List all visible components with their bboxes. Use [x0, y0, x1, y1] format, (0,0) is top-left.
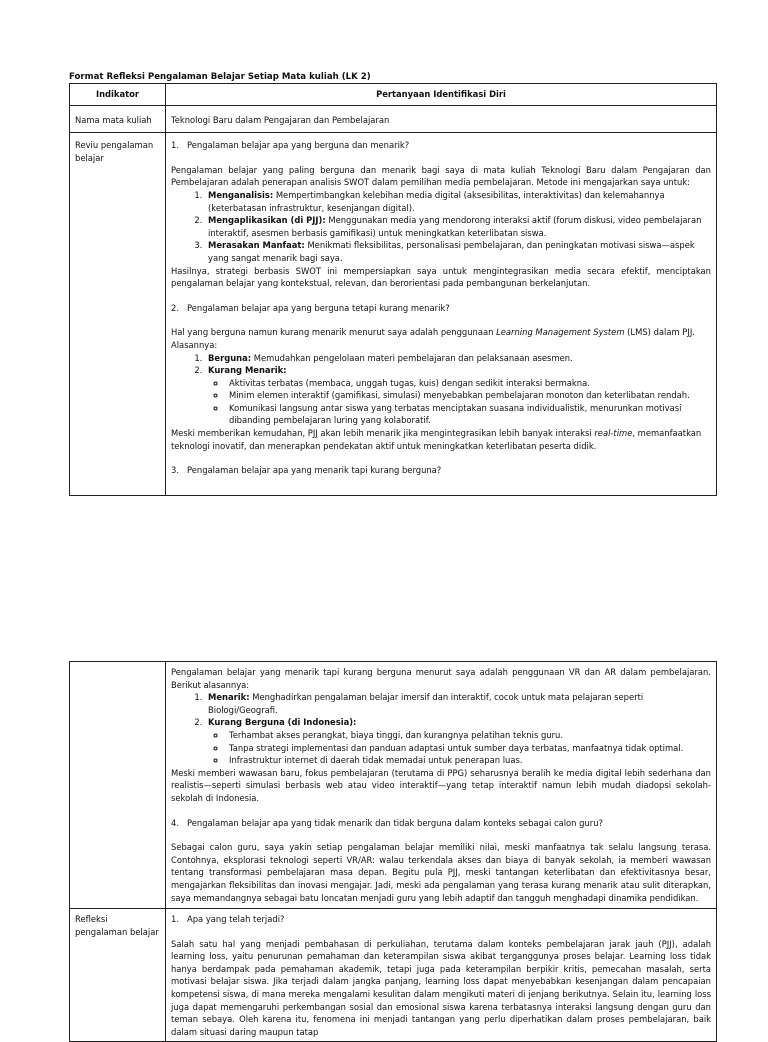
- q3-conclusion: Meski memberi wawasan baru, fokus pembelajaran (terutama di PPG) seharusnya beralih ke media digital lebih sederhana dan realistis—seperti simulasi berbasis web atau video interaktif—yang tetap interaktif namun lebih mudah diadopsi sekolah-sekolah di Indonesia.: [171, 767, 711, 803]
- reflection-question-1: 1. Apa yang telah terjadi?: [171, 914, 285, 925]
- row-label-empty: [70, 662, 166, 909]
- list-item: ◦ Minim elemen interaktif (gamifikasi, simulasi) menyebabkan pembelajaran monoton dan keterlibatan rendah.: [226, 389, 711, 402]
- question-4: 4. Pengalaman belajar apa yang tidak menarik dan tidak berguna dalam konteks sebagai calon guru?: [171, 817, 603, 828]
- r1-answer: Salah satu hal yang menjadi pembahasan di perkuliahan, terutama dalam konteks pembelajaran jarak jauh (PJJ), adalah learning loss, yaitu penurunan pemahaman dan keterampilan siswa akibat terganggunya proses belajar. Learning loss tidak hanya berdampak pada pemahaman akademik, tetapi juga pada keterampilan berpikir kritis, pemecahan masalah, serta motivasi belajar siswa. Jika terjadi dalam jangka panjang, learning loss dapat menyebabkan kesenjangan dalam pencapaian kompetensi siswa, di mana mereka mengalami kesulitan dalam mengikuti materi di jenjang berikutnya. Selain itu, learning loss juga dapat memengaruhi perkembangan sosial dan emosional siswa karena terbatasnya interaksi langsung dengan guru dan teman sebaya. Oleh karena itu, fenomena ini menjadi tantangan yang perlu diperhatikan dalam proses pembelajaran, baik dalam situasi daring maupun tatap: [171, 938, 711, 1037]
- document-title: Format Refleksi Pengalaman Belajar Setiap Mata kuliah (LK 2): [69, 72, 371, 82]
- table-row: [70, 662, 717, 909]
- q2-sublist: [208, 377, 711, 427]
- table-row: [70, 133, 717, 496]
- list-item: ◦ Terhambat akses perangkat, biaya tinggi, dan kurangnya pelatihan teknis guru.: [226, 729, 711, 742]
- question-3: 3. Pengalaman belajar apa yang menarik tapi kurang berguna?: [171, 465, 442, 476]
- list-item: 2. Mengaplikasikan (di PJJ): Menggunakan media yang mendorong interaksi aktif (forum diskusi, video pembelajaran interaktif, asesmen berbasis gamifikasi) untuk meningkatkan keterlibatan siswa.: [205, 214, 711, 239]
- row-value-nama-mata-kuliah: Teknologi Baru dalam Pengajaran dan Pembelajaran: [166, 105, 717, 133]
- table-header-row: [70, 84, 717, 106]
- list-item: ◦ Komunikasi langsung antar siswa yang terbatas menciptakan suasana individualistik, menurunkan motivasi dibanding pembelajaran luring yang kolaboratif.: [226, 402, 711, 427]
- list-item: 3. Merasakan Manfaat: Menikmati fleksibilitas, personalisasi pembelajaran, dan peningkatan motivasi siswa—aspek yang sangat menarik bagi saya.: [205, 239, 711, 264]
- list-item: ◦ Infrastruktur internet di daerah tidak memadai untuk penerapan luas.: [226, 754, 711, 767]
- q2-conclusion: Meski memberikan kemudahan, PJJ akan lebih menarik jika mengintegrasikan lebih banyak interaksi real-time, memanfaatkan teknologi inovatif, dan menerapkan pendekatan aktif untuk meningkatkan keterlibatan peserta didik.: [171, 428, 702, 451]
- q2-list: [171, 352, 711, 428]
- refleksi-content: [166, 909, 717, 1042]
- q1-intro: Pengalaman belajar yang paling berguna dan menarik bagi saya di mata kuliah Teknologi Baru dalam Pengajaran dan Pembelajaran adalah penerapan analisis SWOT dalam pemilihan media pembelajaran. Metode ini mengajarkan saya untuk:: [171, 164, 711, 188]
- q1-conclusion: Hasilnya, strategi berbasis SWOT ini mempersiapkan saya untuk mengintegrasikan media secara efektif, menciptakan pengalaman belajar yang kontekstual, relevan, dan berorientasi pada pembangunan berkelanjutan.: [171, 265, 711, 289]
- header-pertanyaan: Pertanyaan Identifikasi Diri: [166, 84, 717, 106]
- list-item: 1. Menganalisis: Mempertimbangkan kelebihan media digital (aksesibilitas, interaktivitas) dan kelemahannya (keterbatasan infrastruktur, kesenjangan digital).: [205, 189, 711, 214]
- q3-list: [171, 691, 711, 767]
- table-row: [70, 105, 717, 133]
- list-item: 2. Kurang Menarik: ◦ Aktivitas terbatas (membaca, unggah tugas, kuis) dengan sedikit interaksi bermakna. ◦ Minim elemen interaktif (gamifikasi, simulasi) menyebabkan pembelajaran monoton dan keterlibatan rendah. ◦ Komunikasi langsung antar siswa yang terbatas menciptakan suasana individualistik, menurunkan motivasi dibanding pembelajaran luring yang kolaboratif.: [205, 364, 711, 427]
- reflection-table-page1: [69, 83, 717, 496]
- q2-intro: Hal yang berguna namun kurang menarik menurut saya adalah penggunaan Learning Management System (LMS) dalam PJJ. Alasannya:: [171, 327, 695, 350]
- list-item: 2. Kurang Berguna (di Indonesia): ◦ Terhambat akses perangkat, biaya tinggi, dan kurangnya pelatihan teknis guru. ◦ Tanpa strategi implementasi dan panduan adaptasi untuk sumber daya terbatas, manfaatnya tidak optimal. ◦ Infrastruktur internet di daerah tidak memadai untuk penerapan luas.: [205, 716, 711, 766]
- list-item: 1. Berguna: Memudahkan pengelolaan materi pembelajaran dan pelaksanaan asesmen.: [205, 352, 711, 365]
- table-row: [70, 909, 717, 1042]
- row-label-nama-mata-kuliah: Nama mata kuliah: [70, 105, 166, 133]
- question-2: 2. Pengalaman belajar apa yang berguna tetapi kurang menarik?: [171, 302, 450, 313]
- reviu-content: [166, 133, 717, 496]
- list-item: ◦ Tanpa strategi implementasi dan panduan adaptasi untuk sumber daya terbatas, manfaatnya tidak optimal.: [226, 742, 711, 755]
- list-item: 1. Menarik: Menghadirkan pengalaman belajar imersif dan interaktif, cocok untuk mata pelajaran seperti Biologi/Geografi.: [205, 691, 711, 716]
- reflection-table-page2: [69, 661, 717, 1042]
- list-item: ◦ Aktivitas terbatas (membaca, unggah tugas, kuis) dengan sedikit interaksi bermakna.: [226, 377, 711, 390]
- question-1: 1. Pengalaman belajar apa yang berguna dan menarik?: [171, 140, 410, 151]
- page-gap: [0, 512, 768, 660]
- reviu-content-continued: [166, 662, 717, 909]
- header-indikator: Indikator: [70, 84, 166, 106]
- q3-intro: Pengalaman belajar yang menarik tapi kurang berguna menurut saya adalah penggunaan VR dan AR dalam pembelajaran. Berikut alasannya:: [171, 667, 711, 690]
- q4-answer: Sebagai calon guru, saya yakin setiap pengalaman belajar memiliki nilai, meski manfaatnya tak selalu langsung terasa. Contohnya, eksplorasi teknologi seperti VR/AR: walau terkendala akses dan biaya di banyak sekolah, ia memberi wawasan tentang transformasi pembelajaran masa depan. Begitu pula PJJ, meski tantangan keterlibatan dan efektivitasnya besar, mengajarkan fleksibilitas dan inovasi mengajar. Jadi, meski ada pengalaman yang terasa kurang menarik atau sulit diterapkan, saya memandangnya sebagai batu loncatan menjadi guru yang lebih adaptif dan tangguh menghadapi dinamika pendidikan.: [171, 842, 711, 903]
- q3-sublist: [208, 729, 711, 767]
- row-label-reviu: Reviu pengalaman belajar: [70, 133, 166, 496]
- q1-list: [171, 189, 711, 265]
- row-label-refleksi: Refleksi pengalaman belajar: [70, 909, 166, 1042]
